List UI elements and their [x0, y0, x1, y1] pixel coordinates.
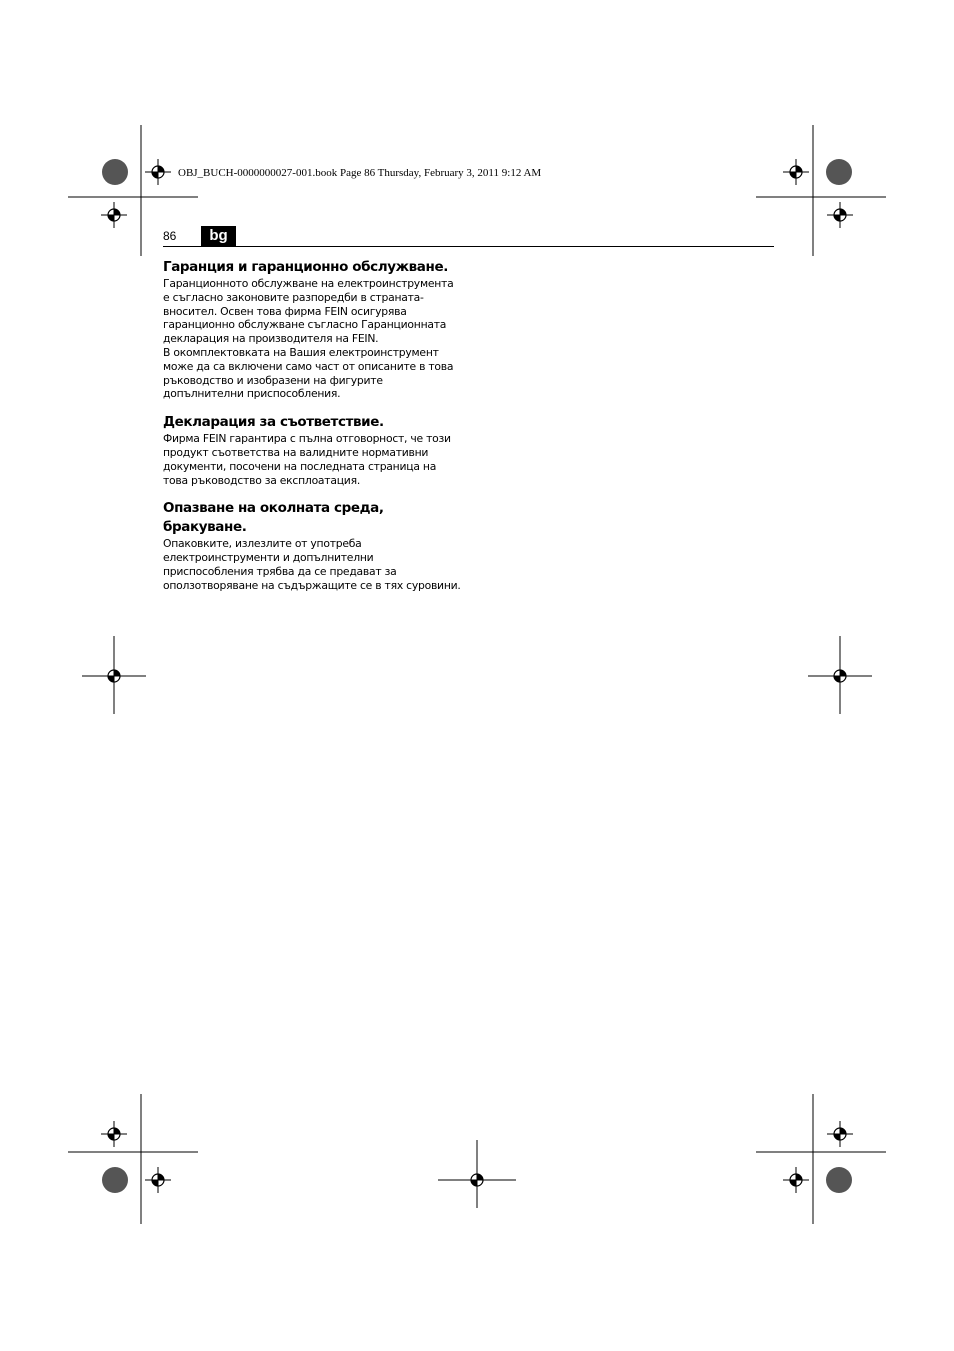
text-line: Опаковките, излезлите от употреба	[163, 537, 362, 551]
text-line: електроинструменти и допълнителни	[163, 551, 374, 565]
color-target-bottom-left	[102, 1167, 128, 1193]
color-target-top-right	[826, 159, 852, 185]
registration-mark	[827, 202, 853, 228]
text-line: вносител. Освен това фирма FEIN осигурява	[163, 304, 407, 318]
color-target-top-left	[102, 159, 128, 185]
text-line: това ръководство за експлоатация.	[163, 473, 360, 487]
text-line: В окомплектовката на Вашия електроинструмент	[163, 345, 439, 359]
header-rule	[163, 246, 774, 247]
section-heading: Декларация за съответствие.	[163, 414, 384, 431]
registration-mark	[101, 663, 127, 689]
text-line: оползотворяване на съдържащите се в тях суровини.	[163, 578, 461, 592]
text-line: продукт съответства на валидните нормативни	[163, 445, 429, 459]
content-column	[163, 258, 463, 605]
registration-mark	[783, 159, 809, 185]
section-conformity	[163, 413, 463, 487]
language-tab: bg	[201, 226, 236, 246]
registration-mark	[145, 1167, 171, 1193]
registration-mark	[827, 1121, 853, 1147]
text-line: Гаранционното обслужване на електроинструмента	[163, 277, 454, 290]
page-number: 86	[163, 229, 177, 243]
text-line: приспособления трябва да се предават за	[163, 564, 397, 578]
registration-mark	[145, 159, 171, 185]
print-slug: OBJ_BUCH-0000000027-001.book Page 86 Thursday, February 3, 2011 9:12 AM	[178, 167, 542, 179]
registration-mark	[464, 1167, 490, 1193]
registration-mark	[783, 1167, 809, 1193]
section-heading: Опазване на околната среда,	[163, 500, 384, 517]
text-line: документи, посочени на последната страница на	[163, 459, 437, 473]
section-environment	[163, 499, 463, 592]
registration-mark	[101, 202, 127, 228]
text-line: гаранционно обслужване съгласно Гаранционната	[163, 318, 447, 332]
text-line: декларация на производителя на FEIN.	[163, 332, 379, 346]
section-heading: бракуване.	[163, 519, 247, 536]
text-line: допълнителни приспособления.	[163, 387, 341, 401]
section-warranty	[163, 258, 463, 401]
color-target-bottom-right	[826, 1167, 852, 1193]
registration-mark	[827, 663, 853, 689]
text-line: Фирма FEIN гарантира с пълна отговорност, че този	[163, 432, 451, 446]
text-line: ръководство и изобразени на фигурите	[163, 373, 383, 387]
section-heading: Гаранция и гаранционно обслужване.	[163, 259, 448, 275]
text-line: може да са включени само част от описаните в това	[163, 359, 454, 373]
text-line: е съгласно законовите разпоредби в страната-	[163, 290, 424, 304]
registration-mark	[101, 1121, 127, 1147]
